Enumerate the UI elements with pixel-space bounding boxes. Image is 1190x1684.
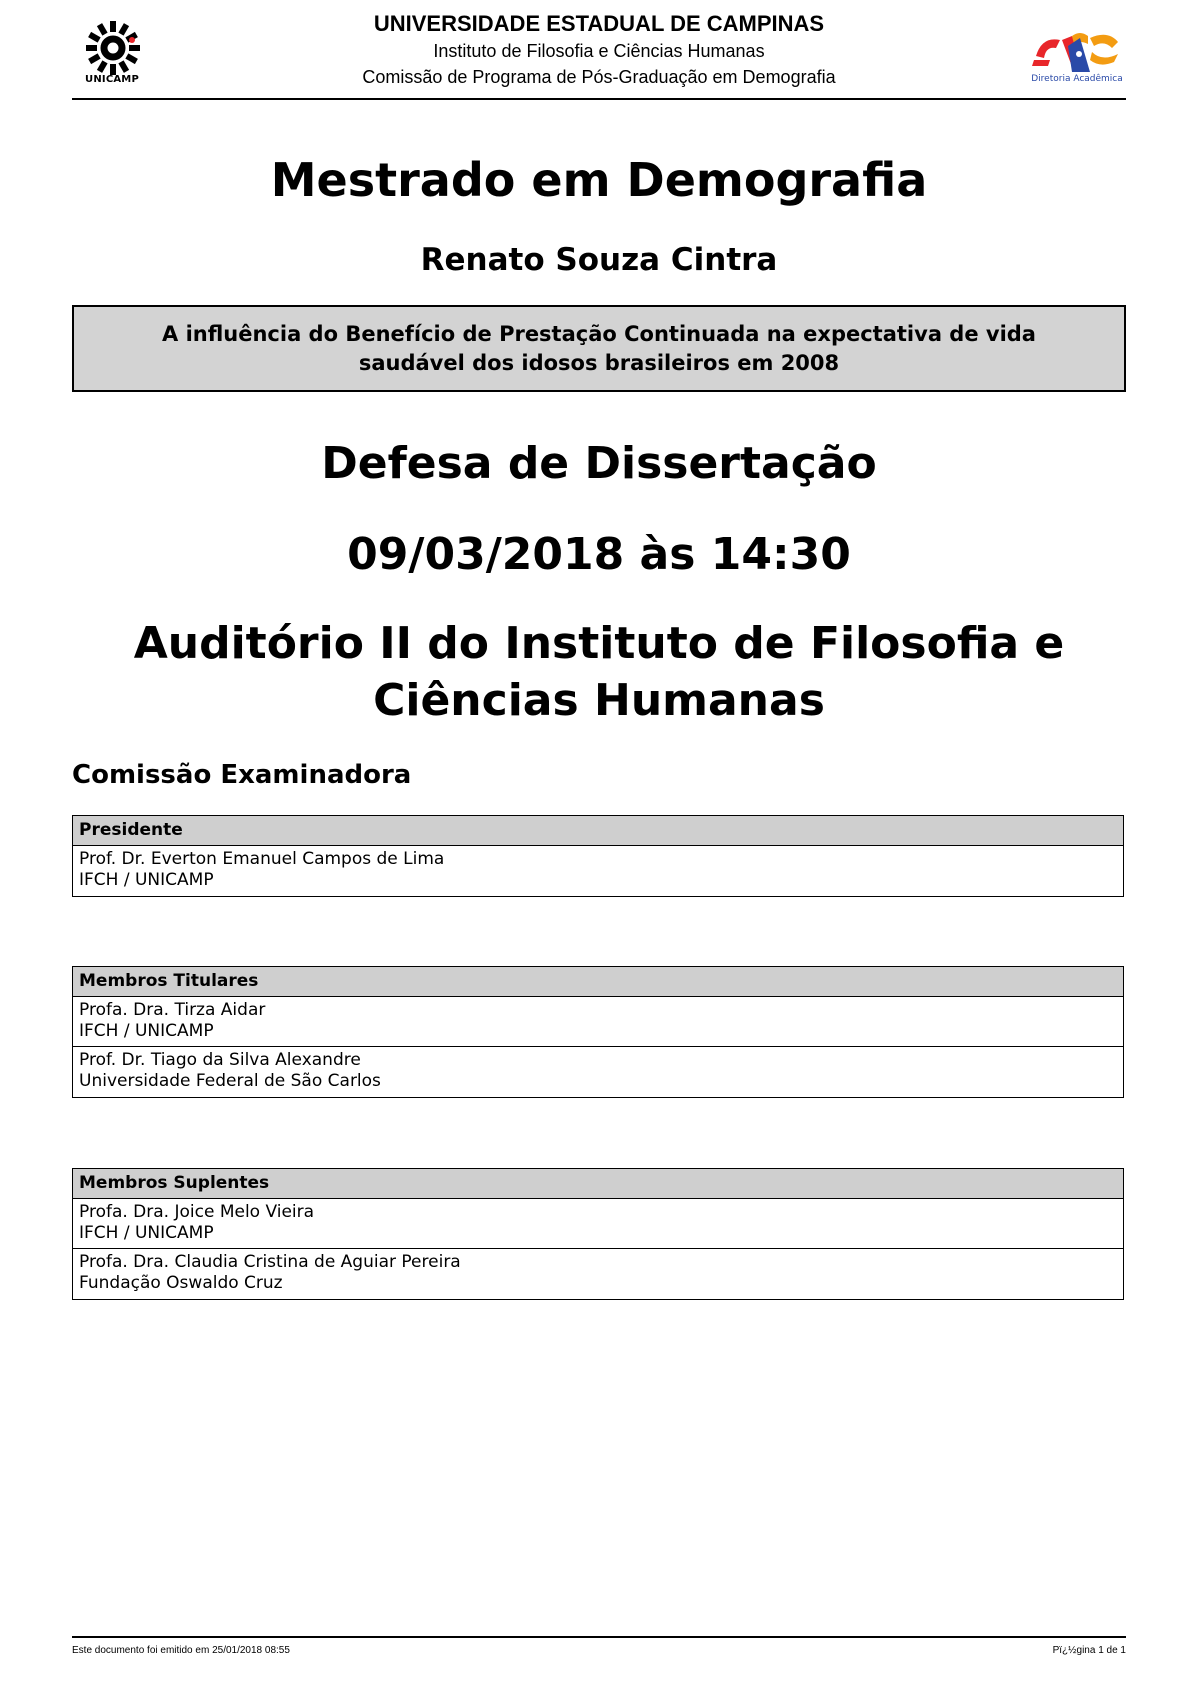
- table-heading: Presidente: [73, 816, 1123, 846]
- member-name: Prof. Dr. Tiago da Silva Alexandre: [79, 1050, 361, 1070]
- table-row: [73, 846, 1123, 896]
- suplentes-table: [72, 1168, 1124, 1300]
- table-heading: Membros Suplentes: [73, 1169, 1123, 1199]
- defense-type: Defesa de Dissertação: [321, 438, 877, 489]
- candidate-name: Renato Souza Cintra: [420, 242, 778, 278]
- member-affiliation: IFCH / UNICAMP: [79, 1223, 214, 1243]
- member-name: Profa. Dra. Tirza Aidar: [79, 1000, 266, 1020]
- university-name: UNIVERSIDADE ESTADUAL DE CAMPINAS: [373, 11, 825, 36]
- table-row: [73, 1199, 1123, 1249]
- table-row: [73, 997, 1123, 1047]
- member-affiliation: Fundação Oswaldo Cruz: [79, 1273, 283, 1293]
- titulares-table: [72, 966, 1124, 1098]
- member-affiliation: Universidade Federal de São Carlos: [79, 1071, 381, 1091]
- defense-datetime: 09/03/2018 às 14:30: [347, 529, 851, 580]
- member-name: Prof. Dr. Everton Emanuel Campos de Lima: [79, 849, 445, 869]
- document-footer: [72, 1636, 1126, 1656]
- thesis-title: A influência do Benefício de Prestação Continuada na expectativa de vida saudável dos idosos brasileiros em 2008: [162, 321, 1036, 375]
- committee-heading: Comissão Examinadora: [72, 760, 412, 790]
- header-institution: [222, 10, 976, 90]
- member-affiliation: IFCH / UNICAMP: [79, 1021, 214, 1041]
- table-heading: Membros Titulares: [73, 967, 1123, 997]
- dac-logo-text: Diretoria Acadêmica: [1031, 74, 1123, 84]
- member-name: Profa. Dra. Claudia Cristina de Aguiar Pereira: [79, 1252, 461, 1272]
- program-title: Mestrado em Demografia: [270, 153, 928, 207]
- table-row: [73, 1249, 1123, 1299]
- institute-name: Instituto de Filosofia e Ciências Humanas: [433, 41, 765, 61]
- issued-timestamp: Este documento foi emitido em 25/01/2018 08:55: [72, 1645, 290, 1656]
- page-number: Pï¿½gina 1 de 1: [1052, 1645, 1126, 1656]
- president-table: [72, 815, 1124, 897]
- table-row: [73, 1047, 1123, 1097]
- document-header: [72, 8, 1126, 100]
- defense-location: Auditório II do Instituto de Filosofia e Ciências Humanas: [133, 618, 1065, 726]
- member-name: Profa. Dra. Joice Melo Vieira: [79, 1202, 315, 1222]
- member-affiliation: IFCH / UNICAMP: [79, 870, 214, 890]
- unicamp-logo-text: UNICAMP: [85, 74, 139, 85]
- thesis-title-box: [72, 305, 1126, 392]
- commission-name: Comissão de Programa de Pós-Graduação em Demografia: [362, 67, 836, 87]
